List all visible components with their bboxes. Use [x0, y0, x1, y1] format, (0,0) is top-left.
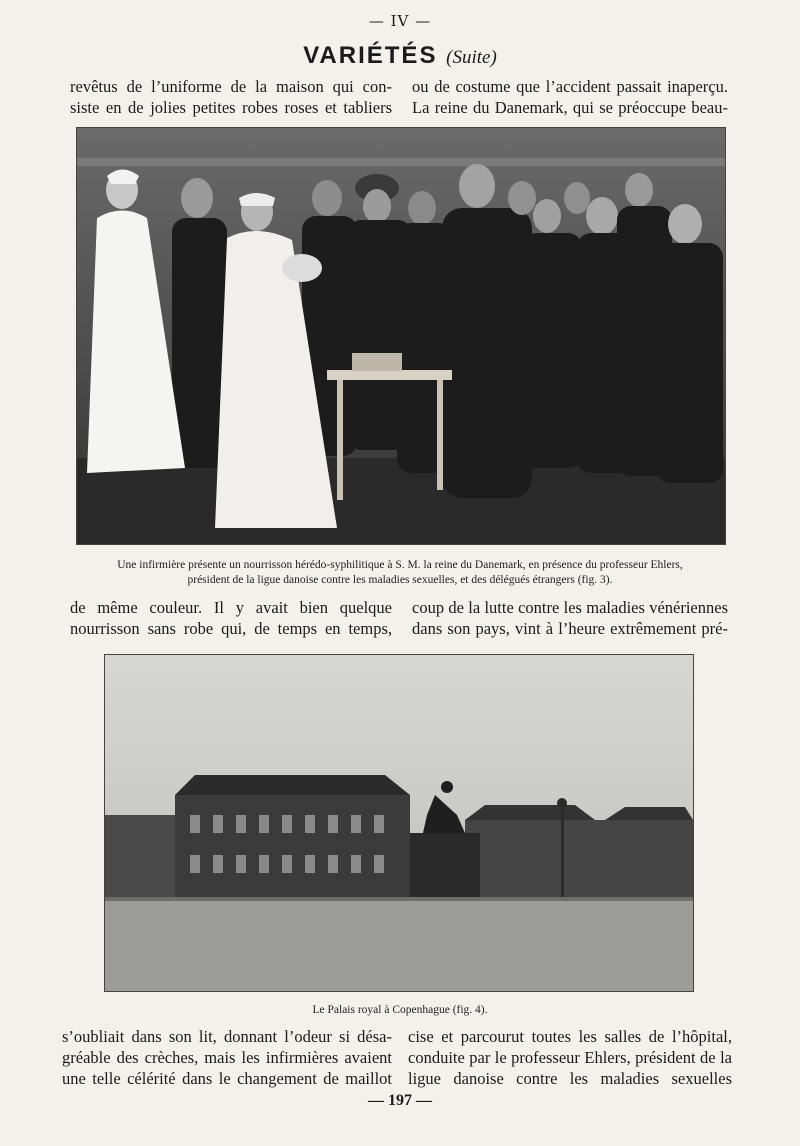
text-line: gréable des crèches, mais les infirmières avaient	[62, 1048, 392, 1067]
section-heading	[0, 42, 800, 70]
text-line: coup de la lutte contre les maladies vénériennes	[412, 598, 728, 617]
caption-line: Le Palais royal à Copenhague (fig. 4).	[312, 1004, 488, 1016]
text-line: dans son pays, vint à l’heure extrêmement pré-	[412, 619, 728, 638]
section-title: VARIÉTÉS	[303, 42, 438, 69]
bottom-right-column	[408, 1026, 732, 1089]
photo-illustration	[77, 128, 725, 544]
text-line: La reine du Danemark, qui se préoccupe beau-	[412, 98, 728, 117]
text-line: cise et parcourut toutes les salles de l’hôpital,	[408, 1027, 732, 1046]
photo-illustration	[105, 655, 693, 991]
middle-right-column	[412, 597, 728, 639]
caption-line: président de la ligue danoise contre les maladies sexuelles, et des délégués étrangers (fig. 3).	[187, 574, 613, 586]
text-line: une telle célérité dans le changement de maillot	[62, 1069, 392, 1088]
middle-left-column	[70, 597, 392, 639]
bottom-left-column	[62, 1026, 392, 1089]
text-line: siste en de jolies petites robes roses et tabliers	[70, 98, 392, 117]
text-line: ligue danoise contre les maladies sexuelles	[408, 1069, 732, 1088]
text-line: ou de costume que l’accident passait inaperçu.	[412, 77, 728, 96]
caption-line: Une infirmière présente un nourrisson hérédo-syphilitique à S. M. la reine du Danemark, en présence du professeur Ehlers,	[117, 559, 683, 571]
top-right-column	[412, 76, 728, 118]
figure4-caption	[40, 1003, 760, 1018]
text-line: revêtus de l’uniforme de la maison qui con-	[70, 77, 392, 96]
text-line: de même couleur. Il y avait bien quelque	[70, 598, 392, 617]
text-line: s’oubliait dans son lit, donnant l’odeur si désa-	[62, 1027, 392, 1046]
figure3-caption	[40, 558, 760, 588]
photo-nurse-presents-infant	[76, 127, 726, 545]
section-title-suffix: (Suite)	[446, 47, 497, 68]
text-line: nourrisson sans robe qui, de temps en temps,	[70, 619, 392, 638]
page-roman-numeral: — IV —	[368, 12, 432, 30]
photo-royal-palace	[104, 654, 694, 992]
top-left-column	[70, 76, 392, 118]
text-line: conduite par le professeur Ehlers, président de la	[408, 1048, 732, 1067]
page-number: — 197 —	[368, 1092, 432, 1109]
